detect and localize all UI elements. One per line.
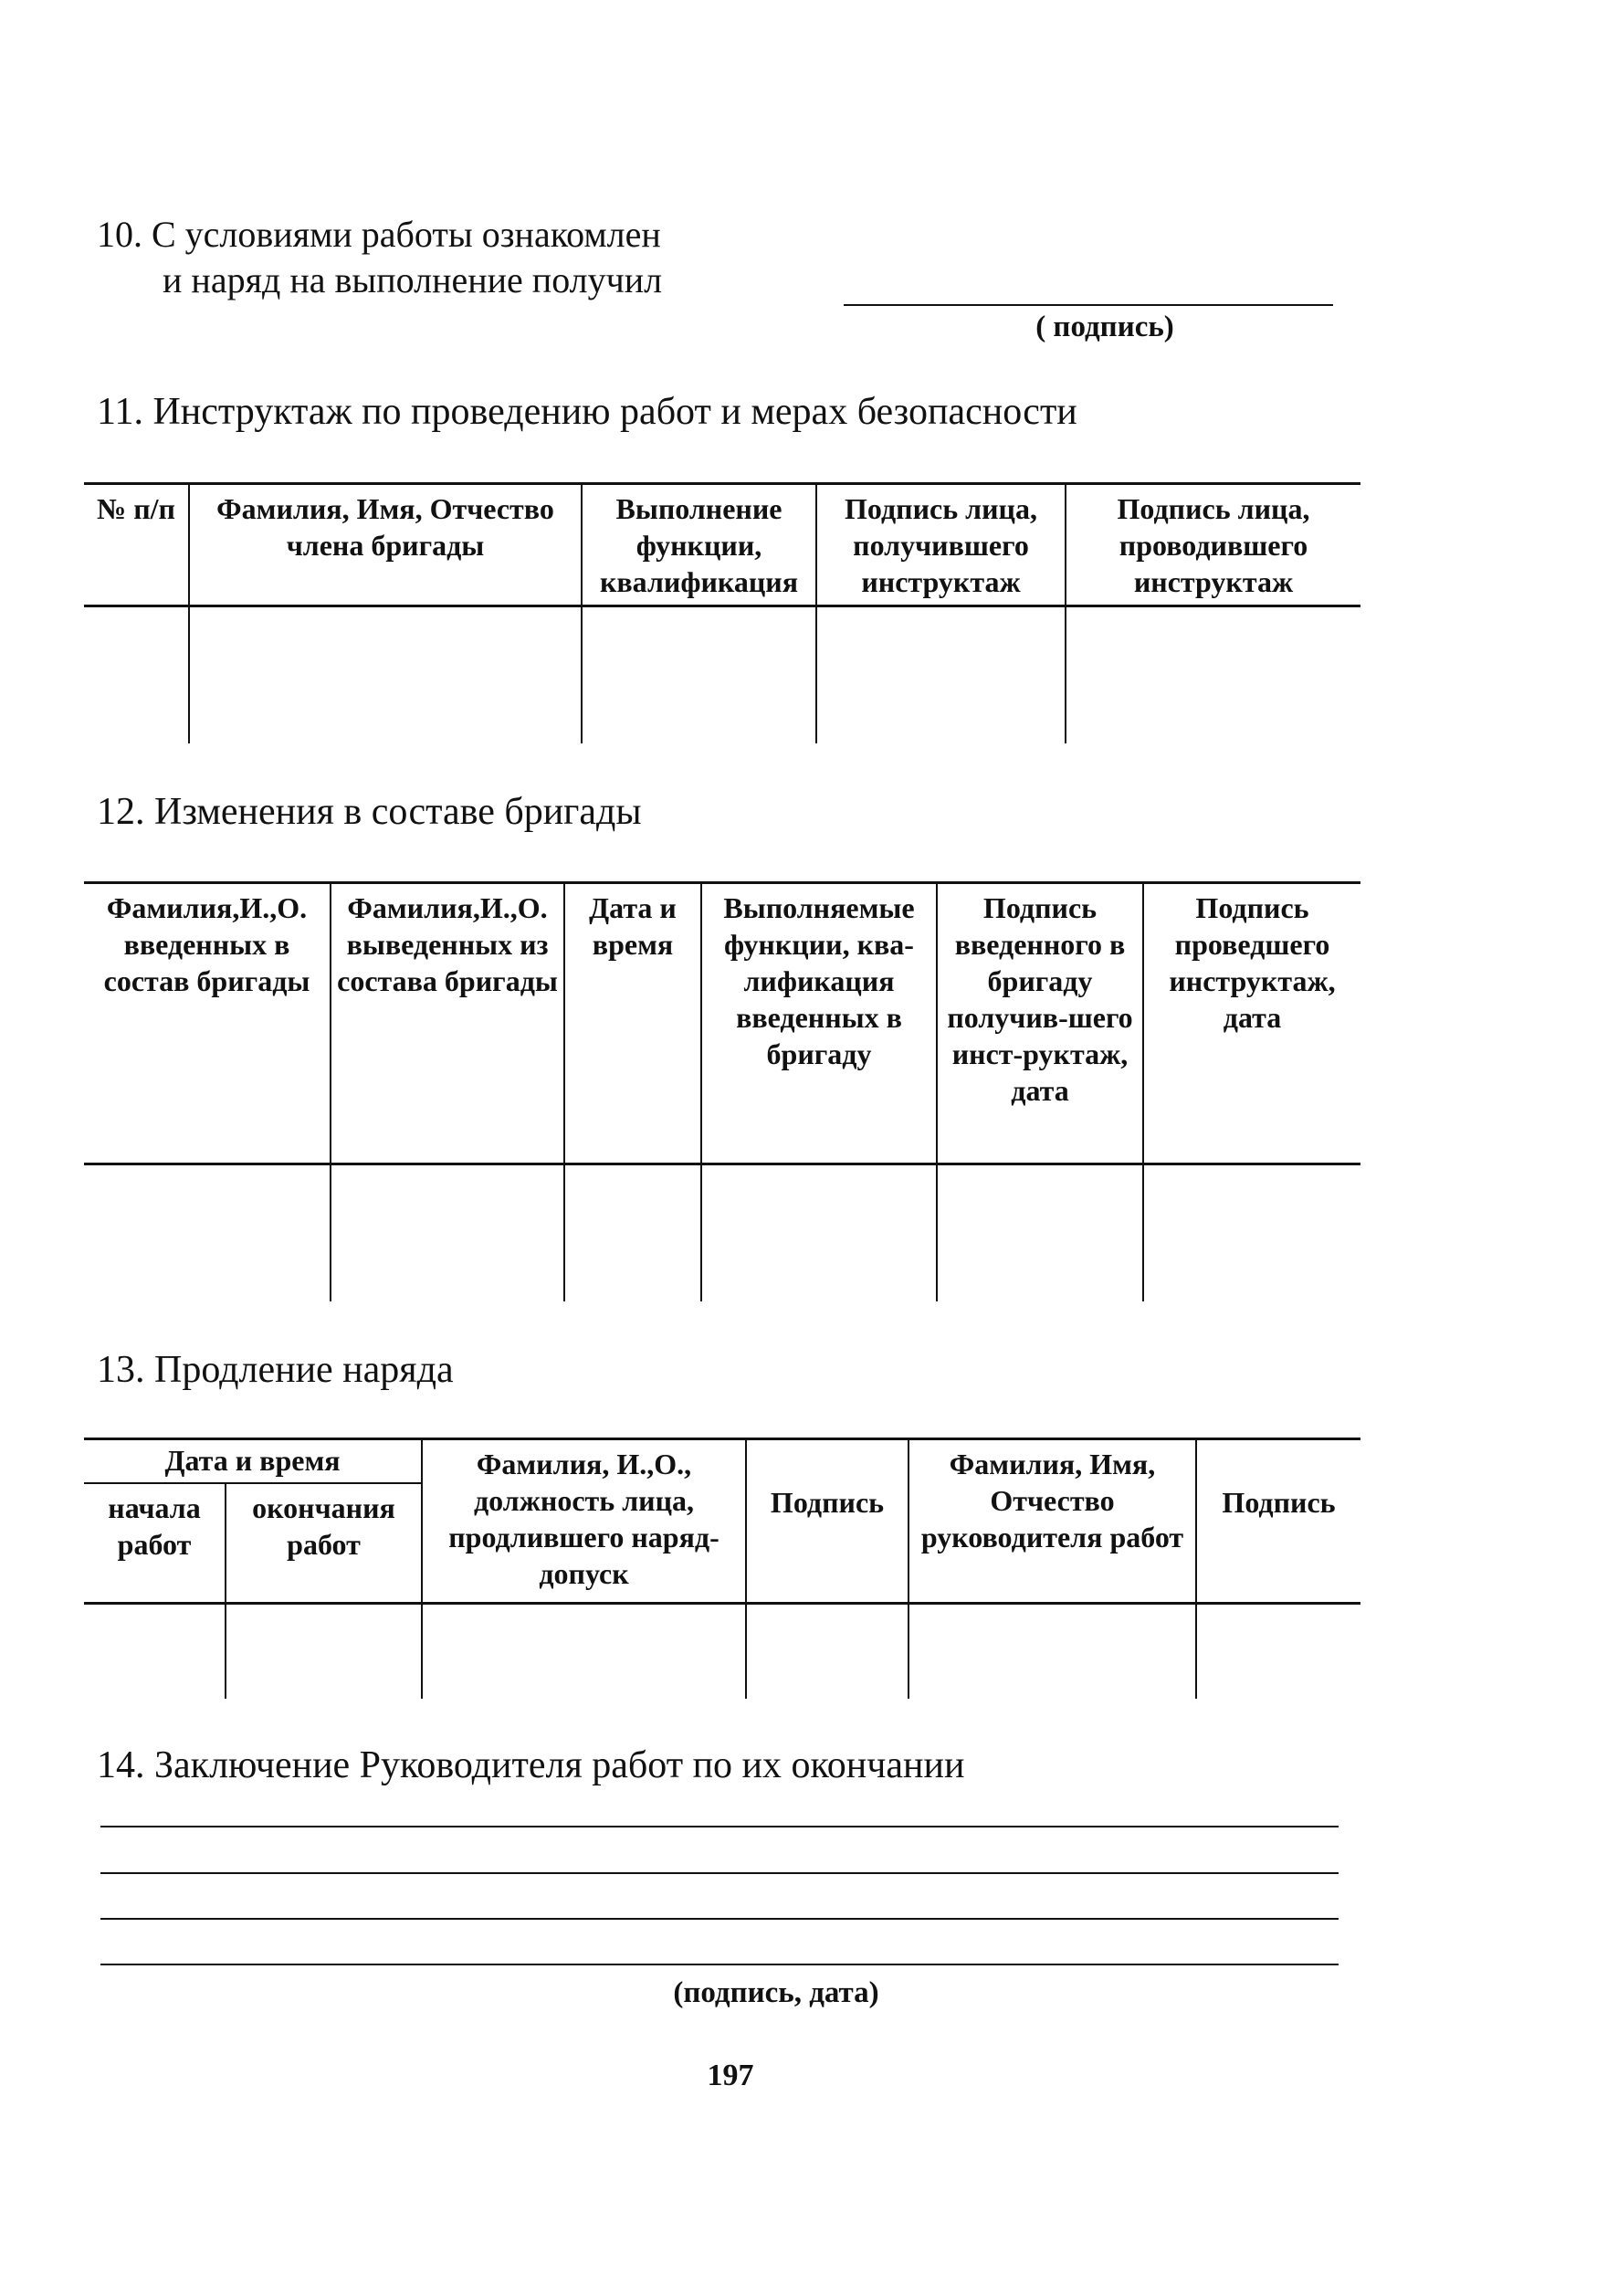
cell-number[interactable] — [84, 606, 189, 743]
section14-title: 14. Заключение Руководителя работ по их окончании — [97, 1744, 965, 1786]
section10-line1: 10. С условиями работы ознакомлен — [97, 214, 661, 255]
brigade-changes-header — [84, 883, 1360, 1164]
cell-signature-instructor[interactable] — [1143, 1164, 1360, 1301]
section12-title: 12. Изменения в составе бригады — [97, 791, 642, 833]
briefing-table-header — [84, 484, 1360, 606]
conclusion-line-3[interactable] — [100, 1918, 1339, 1920]
cell-signature-manager[interactable] — [1196, 1604, 1360, 1699]
col-full-name: Фамилия, Имя, Отчество члена бригады — [189, 484, 582, 606]
table-row — [84, 1164, 1360, 1301]
section11-title: 11. Инструктаж по проведению работ и мерах безопасности — [97, 391, 1077, 433]
cell-function[interactable] — [582, 606, 816, 743]
signature-caption: ( подпись) — [1035, 311, 1174, 343]
cell-functions[interactable] — [701, 1164, 937, 1301]
cell-removed-members[interactable] — [331, 1164, 564, 1301]
col-manager-name: Фамилия, Имя, Отчество руководителя работ — [909, 1439, 1196, 1604]
cell-manager-name[interactable] — [909, 1604, 1196, 1699]
section13-title: 13. Продление наряда — [97, 1349, 454, 1391]
brigade-changes-table — [84, 881, 1360, 1301]
col-added-members: Фамилия,И.,О. введенных в состав бригады — [84, 883, 331, 1164]
col-date-time: Дата и время — [564, 883, 701, 1164]
col-function: Выполнение функции, квалификация — [582, 484, 816, 606]
cell-start[interactable] — [84, 1604, 226, 1699]
col-start: начала работ — [84, 1483, 226, 1604]
col-functions: Выполняемые функции, ква-лификация введенных в бригаду — [701, 883, 937, 1164]
col-group-date-time: Дата и время — [84, 1439, 422, 1483]
conclusion-caption: (подпись, дата) — [673, 1976, 879, 2009]
cell-signature-received[interactable] — [816, 606, 1066, 743]
cell-signature-extender[interactable] — [746, 1604, 909, 1699]
extension-table — [84, 1438, 1360, 1699]
cell-end[interactable] — [226, 1604, 422, 1699]
briefing-table — [84, 482, 1360, 743]
col-number: № п/п — [84, 484, 189, 606]
col-removed-members: Фамилия,И.,О. выведенных из состава бригады — [331, 883, 564, 1164]
col-signature-received: Подпись лица, получившего инструктаж — [816, 484, 1066, 606]
col-signature-conducted: Подпись лица, проводившего инструктаж — [1066, 484, 1360, 606]
col-signature-manager: Подпись — [1196, 1439, 1360, 1604]
conclusion-line-1[interactable] — [100, 1826, 1339, 1827]
col-end: окончания работ — [226, 1483, 422, 1604]
cell-extender-name[interactable] — [422, 1604, 746, 1699]
section10-line2: и наряд на выполнение получил — [163, 259, 663, 300]
cell-full-name[interactable] — [189, 606, 582, 743]
extension-table-group-header — [84, 1439, 1360, 1483]
col-signature-added: Подпись введенного в бригаду получив-шего инст-руктаж, дата — [937, 883, 1143, 1164]
cell-signature-conducted[interactable] — [1066, 606, 1360, 743]
col-signature-instructor: Подпись проведшего инструктаж, дата — [1143, 883, 1360, 1164]
conclusion-line-2[interactable] — [100, 1872, 1339, 1874]
conclusion-line-4[interactable] — [100, 1964, 1339, 1965]
table-row — [84, 1604, 1360, 1699]
cell-added-members[interactable] — [84, 1164, 331, 1301]
col-extender-name: Фамилия, И.,О., должность лица, продлившего наряд-допуск — [422, 1439, 746, 1604]
cell-date-time[interactable] — [564, 1164, 701, 1301]
table-row — [84, 606, 1360, 743]
col-signature-extender: Подпись — [746, 1439, 909, 1604]
page-number: 197 — [707, 2059, 754, 2092]
signature-line[interactable] — [844, 304, 1333, 306]
cell-signature-added[interactable] — [937, 1164, 1143, 1301]
